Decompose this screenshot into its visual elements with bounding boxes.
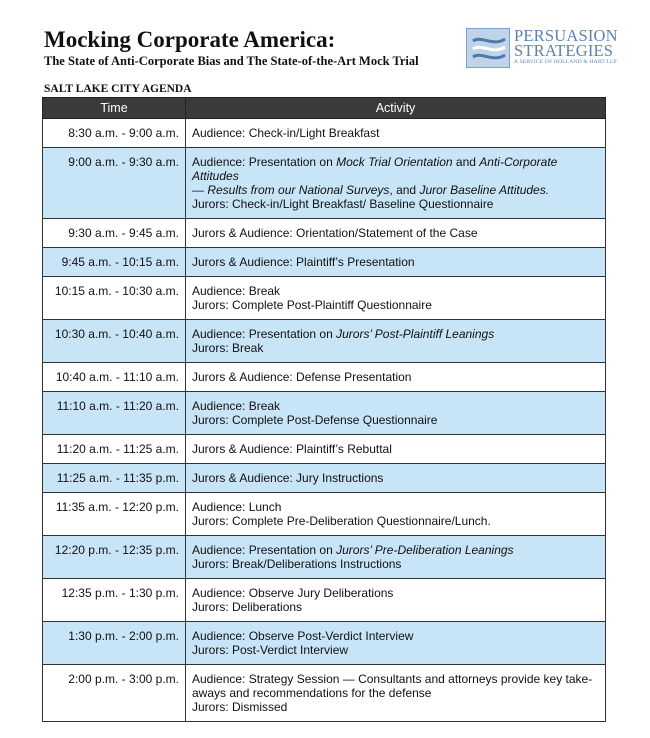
activity-line xyxy=(192,370,599,384)
page-title: Mocking Corporate America: xyxy=(44,27,336,52)
activity-line xyxy=(192,341,599,355)
activity-line xyxy=(192,126,599,140)
activity-text-italic: Anti-Corporate Attitudes xyxy=(192,155,558,183)
activity-text: Jurors: Break/Deliberations Instructions xyxy=(192,557,402,571)
activity-text: Audience: Presentation on xyxy=(192,155,337,169)
activity-line xyxy=(192,255,599,269)
activity-text: Audience: Observe Post-Verdict Interview xyxy=(192,629,414,643)
activity-text-italic: Jurors’ Pre-Deliberation Leanings xyxy=(336,543,514,557)
time-cell: 2:00 p.m. - 3:00 p.m. xyxy=(43,665,186,722)
time-cell: 12:20 p.m. - 12:35 p.m. xyxy=(43,536,186,579)
activity-text: Jurors: Check-in/Light Breakfast/ Baseline Questionnaire xyxy=(192,197,494,211)
activity-cell xyxy=(186,493,606,536)
activity-text: Audience: Break xyxy=(192,399,281,413)
table-row xyxy=(43,392,606,435)
time-cell: 11:10 a.m. - 11:20 a.m. xyxy=(43,392,186,435)
activity-text-italic: Mock Trial Orientation xyxy=(336,155,453,169)
logo-name-line1: PERSUASION xyxy=(514,26,618,45)
activity-line xyxy=(192,600,599,614)
activity-cell xyxy=(186,435,606,464)
logo-name-line2: STRATEGIES xyxy=(514,41,614,60)
activity-text: Jurors & Audience: Orientation/Statement of the Case xyxy=(192,226,478,240)
table-row xyxy=(43,119,606,148)
activity-cell xyxy=(186,363,606,392)
activity-line xyxy=(192,298,599,312)
activity-text: Jurors: Complete Post-Plaintiff Questionnaire xyxy=(192,298,432,312)
table-row xyxy=(43,622,606,665)
activity-cell xyxy=(186,219,606,248)
table-row xyxy=(43,579,606,622)
activity-line xyxy=(192,413,599,427)
activity-text: Jurors: Post-Verdict Interview xyxy=(192,643,349,657)
table-row xyxy=(43,277,606,320)
agenda-table xyxy=(42,97,606,722)
activity-line xyxy=(192,197,599,211)
activity-line xyxy=(192,442,599,456)
activity-text: Audience: Break xyxy=(192,284,281,298)
page-subtitle: The State of Anti-Corporate Bias and The State-of-the-Art Mock Trial xyxy=(44,54,419,68)
time-cell: 9:30 a.m. - 9:45 a.m. xyxy=(43,219,186,248)
activity-text: Audience: Presentation on xyxy=(192,543,337,557)
section-heading: SALT LAKE CITY AGENDA xyxy=(44,83,192,95)
activity-text: , and xyxy=(389,183,420,197)
activity-line xyxy=(192,399,599,413)
time-cell: 12:35 p.m. - 1:30 p.m. xyxy=(43,579,186,622)
activity-line xyxy=(192,183,599,197)
activity-text-italic: — Results from our National Surveys xyxy=(192,183,390,197)
time-cell: 10:15 a.m. - 10:30 a.m. xyxy=(43,277,186,320)
column-header-activity: Activity xyxy=(186,98,606,119)
activity-cell xyxy=(186,320,606,363)
table-row xyxy=(43,435,606,464)
activity-line xyxy=(192,543,599,557)
logo-mark-icon xyxy=(466,28,510,68)
activity-cell xyxy=(186,536,606,579)
time-cell: 9:00 a.m. - 9:30 a.m. xyxy=(43,148,186,219)
activity-cell xyxy=(186,248,606,277)
activity-line xyxy=(192,700,599,714)
activity-line xyxy=(192,155,599,183)
activity-line xyxy=(192,471,599,485)
table-row xyxy=(43,320,606,363)
activity-text: Jurors & Audience: Plaintiff’s Rebuttal xyxy=(192,442,392,456)
logo-wordmark xyxy=(514,28,618,58)
activity-text: Jurors & Audience: Jury Instructions xyxy=(192,471,384,485)
time-cell: 8:30 a.m. - 9:00 a.m. xyxy=(43,119,186,148)
activity-text: Audience: Strategy Session — Consultants and attorneys provide key take- xyxy=(192,672,593,686)
table-row xyxy=(43,493,606,536)
time-cell: 10:40 a.m. - 11:10 a.m. xyxy=(43,363,186,392)
activity-text: Jurors & Audience: Defense Presentation xyxy=(192,370,412,384)
table-row xyxy=(43,248,606,277)
activity-line xyxy=(192,514,599,528)
activity-line xyxy=(192,586,599,600)
logo-tagline: A SERVICE OF HOLLAND & HART LLP xyxy=(514,59,617,65)
activity-text-italic: Juror Baseline Attitudes. xyxy=(419,183,550,197)
time-cell: 11:25 a.m. - 11:35 p.m. xyxy=(43,464,186,493)
time-cell: 10:30 a.m. - 10:40 a.m. xyxy=(43,320,186,363)
activity-text: Audience: Presentation on xyxy=(192,327,337,341)
activity-text: Jurors: Break xyxy=(192,341,264,355)
agenda-body xyxy=(43,119,606,722)
activity-cell xyxy=(186,622,606,665)
activity-cell xyxy=(186,579,606,622)
table-row xyxy=(43,536,606,579)
activity-line xyxy=(192,226,599,240)
time-cell: 9:45 a.m. - 10:15 a.m. xyxy=(43,248,186,277)
activity-cell xyxy=(186,392,606,435)
activity-text: Audience: Observe Jury Deliberations xyxy=(192,586,394,600)
table-row xyxy=(43,219,606,248)
activity-cell xyxy=(186,464,606,493)
activity-text: Audience: Lunch xyxy=(192,500,282,514)
activity-line xyxy=(192,500,599,514)
table-row xyxy=(43,464,606,493)
activity-cell xyxy=(186,277,606,320)
activity-text-italic: Jurors’ Post-Plaintiff Leanings xyxy=(336,327,495,341)
activity-text: Jurors & Audience: Plaintiff’s Presentation xyxy=(192,255,415,269)
activity-cell xyxy=(186,119,606,148)
persuasion-strategies-logo xyxy=(466,26,618,68)
activity-line xyxy=(192,557,599,571)
activity-text: aways and recommendations for the defense xyxy=(192,686,432,700)
activity-text: Audience: Check-in/Light Breakfast xyxy=(192,126,380,140)
activity-line xyxy=(192,643,599,657)
activity-line xyxy=(192,284,599,298)
table-row xyxy=(43,363,606,392)
activity-text: Jurors: Deliberations xyxy=(192,600,303,614)
activity-text: Jurors: Complete Pre-Deliberation Questionnaire/Lunch. xyxy=(192,514,491,528)
activity-line xyxy=(192,672,599,686)
time-cell: 1:30 p.m. - 2:00 p.m. xyxy=(43,622,186,665)
table-row xyxy=(43,148,606,219)
time-cell: 11:20 a.m. - 11:25 a.m. xyxy=(43,435,186,464)
activity-cell xyxy=(186,665,606,722)
activity-text: Jurors: Dismissed xyxy=(192,700,288,714)
activity-line xyxy=(192,327,599,341)
activity-cell xyxy=(186,148,606,219)
table-header-row xyxy=(43,98,606,119)
activity-line xyxy=(192,686,599,700)
activity-text: and xyxy=(452,155,480,169)
table-row xyxy=(43,665,606,722)
activity-text: Jurors: Complete Post-Defense Questionnaire xyxy=(192,413,438,427)
time-cell: 11:35 a.m. - 12:20 p.m. xyxy=(43,493,186,536)
column-header-time: Time xyxy=(43,98,186,119)
activity-line xyxy=(192,629,599,643)
